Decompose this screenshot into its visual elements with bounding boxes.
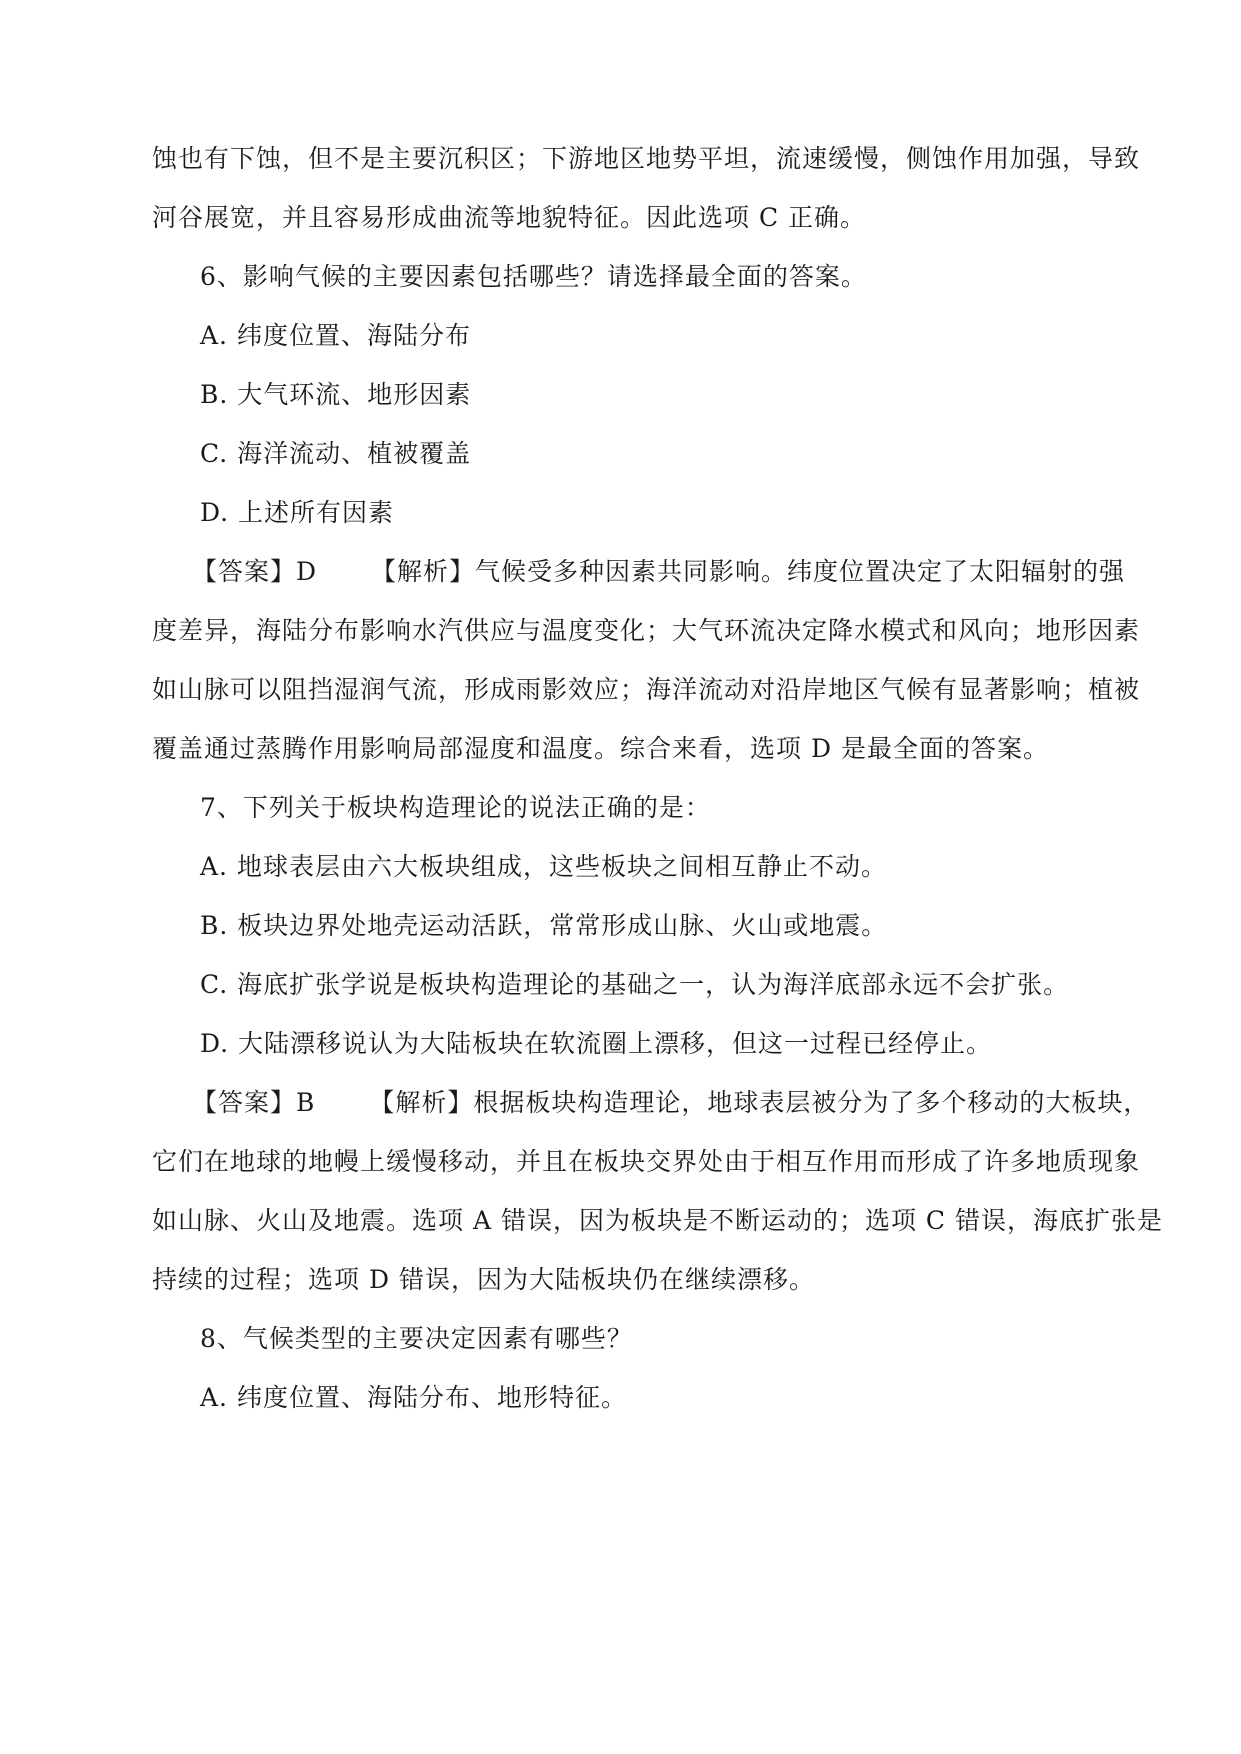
answer-line (192, 554, 1125, 590)
option-c: C. 海洋流动、植被覆盖 (200, 439, 472, 468)
option-a: A. 地球表层由六大板块组成，这些板块之间相互静止不动。 (200, 852, 887, 881)
answer-label: 【答案】D (192, 557, 318, 586)
paragraph-line: 持续的过程；选项 D 错误，因为大陆板块仍在继续漂移。 (152, 1265, 815, 1294)
answer-line (192, 1085, 1149, 1121)
paragraph-line: 度差异，海陆分布影响水汽供应与温度变化；大气环流决定降水模式和风向；地形因素 (152, 616, 1141, 645)
option-b: B. 大气环流、地形因素 (200, 380, 472, 409)
answer-label: 【答案】B (192, 1088, 316, 1117)
option-d: D. 上述所有因素 (200, 498, 395, 527)
option-d: D. 大陆漂移说认为大陆板块在软流圈上漂移，但这一过程已经停止。 (200, 1029, 993, 1058)
paragraph-line: 覆盖通过蒸腾作用影响局部湿度和温度。综合来看，选项 D 是最全面的答案。 (152, 734, 1049, 763)
option-b: B. 板块边界处地壳运动活跃，常常形成山脉、火山或地震。 (200, 911, 888, 940)
option-c: C. 海底扩张学说是板块构造理论的基础之一，认为海洋底部永远不会扩张。 (200, 970, 1070, 999)
question-6: 6、影响气候的主要因素包括哪些？请选择最全面的答案。 (200, 262, 867, 291)
question-8: 8、气候类型的主要决定因素有哪些？ (200, 1324, 633, 1353)
paragraph-line: 它们在地球的地幔上缓慢移动，并且在板块交界处由于相互作用而形成了许多地质现象 (152, 1147, 1141, 1176)
question-7: 7、下列关于板块构造理论的说法正确的是： (200, 793, 711, 822)
paragraph-line: 如山脉、火山及地震。选项 A 错误，因为板块是不断运动的；选项 C 错误，海底扩张是 (152, 1206, 1163, 1235)
option-a: A. 纬度位置、海陆分布、地形特征。 (200, 1383, 627, 1412)
paragraph-line: 河谷展宽，并且容易形成曲流等地貌特征。因此选项 C 正确。 (152, 203, 867, 232)
analysis-text: 【解析】气候受多种因素共同影响。纬度位置决定了太阳辐射的强 (371, 557, 1126, 586)
analysis-text: 【解析】根据板块构造理论，地球表层被分为了多个移动的大板块， (369, 1088, 1150, 1117)
option-a: A. 纬度位置、海陆分布 (200, 321, 471, 350)
paragraph-line: 如山脉可以阻挡湿润气流，形成雨影效应；海洋流动对沿岸地区气候有显著影响；植被 (152, 675, 1141, 704)
paragraph-line: 蚀也有下蚀，但不是主要沉积区；下游地区地势平坦，流速缓慢，侧蚀作用加强，导致 (152, 144, 1141, 173)
